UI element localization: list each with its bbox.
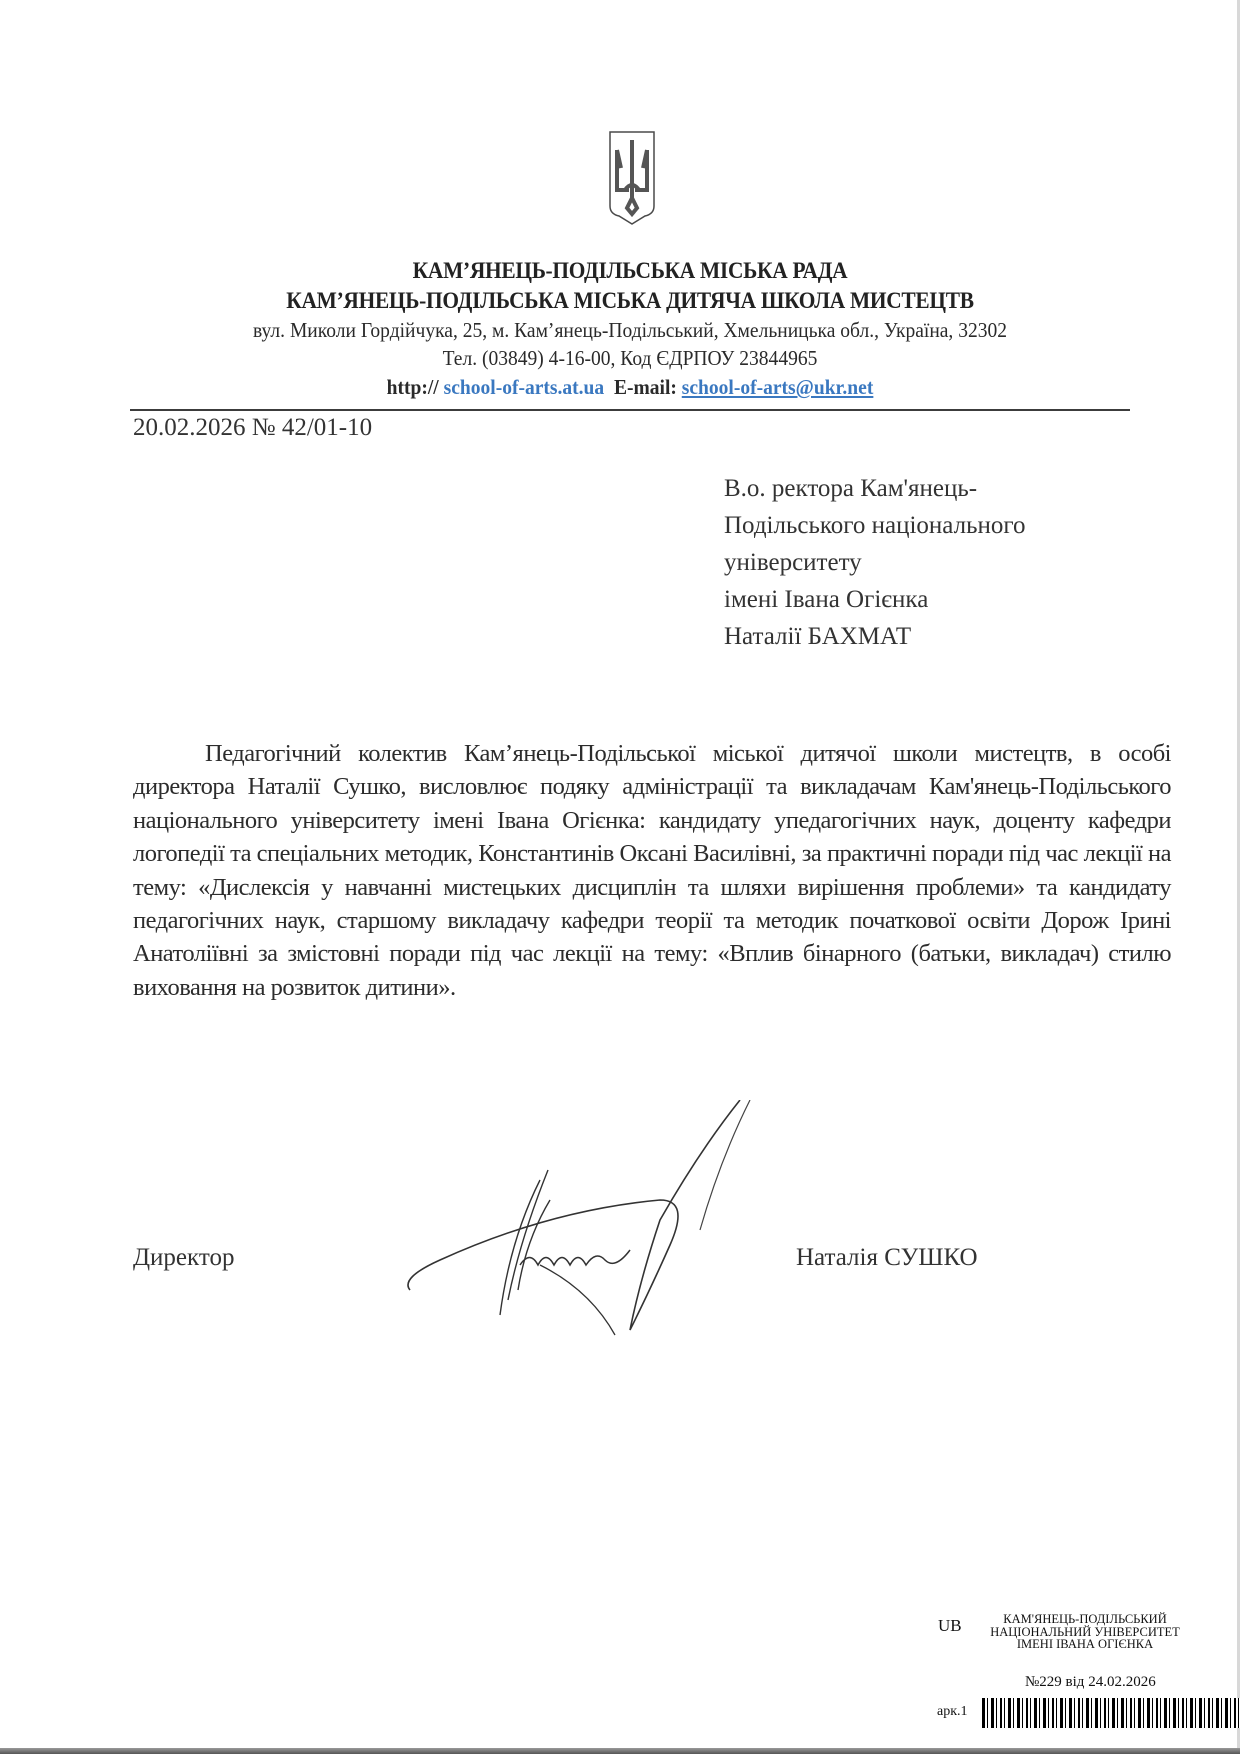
incoming-registration-stamp xyxy=(925,1610,1240,1740)
addressee-line: Подільського національного xyxy=(724,512,1026,539)
addressee-line: Наталії БАХМАТ xyxy=(724,623,912,650)
school-name: КАМ’ЯНЕЦЬ-ПОДІЛЬСЬКА МІСЬКА ДИТЯЧА ШКОЛА МИСТЕЦТВ xyxy=(286,288,974,313)
web-label: http:// xyxy=(386,375,439,399)
email-link[interactable]: school-of-arts@ukr.net xyxy=(681,375,874,399)
stamp-sheet-number: арк.1 xyxy=(937,1704,968,1719)
page-bottom-edge xyxy=(0,1748,1240,1754)
addressee-line: університету xyxy=(724,549,862,576)
letterhead xyxy=(130,256,1130,402)
stamp-prefix: UB xyxy=(938,1616,962,1635)
signatory-name: Наталія СУШКО xyxy=(796,1244,978,1271)
handwritten-signature-icon xyxy=(400,1100,820,1340)
school-address: вул. Миколи Гордійчука, 25, м. Кам’янець-Подільський, Хмельницька обл., Україна, 32302 xyxy=(252,318,1008,342)
stamp-registration-number: №229 від 24.02.2026 xyxy=(1025,1674,1156,1690)
addressee-block xyxy=(724,470,1026,655)
letter-body: Педагогічний колектив Кам’янець-Подільської міської дитячої школи мистецтв, в особі директора Наталії Сушко, висловлює подяку адміністрації та викладачам Кам'янець-Подільського національного університету імені Івана Огієнка: кандидату упедагогічних наук, доценту кафедри логопедії та спеціальних методик, Константинів Оксані Василівні, за практичні поради під час лекції на тему: «Дислексія у навчанні мистецьких дисциплін та шляхи вирішення проблеми» та кандидату педагогічних наук, старшому викладачу кафедри теорії та методик початкової освіти Дорож Ірині Анатоліївні за змістовні поради під час лекції на тему: «Вплив бінарного (батьки, викладач) стилю виховання на розвиток дитини». xyxy=(133,740,1171,1001)
email-label: E-mail: xyxy=(613,375,677,399)
phone-and-code: Тел. (03849) 4-16-00, Код ЄДРПОУ 23844965 xyxy=(442,346,818,370)
addressee-line: імені Івана Огієнка xyxy=(724,586,929,613)
council-name: КАМ’ЯНЕЦЬ-ПОДІЛЬСЬКА МІСЬКА РАДА xyxy=(412,258,848,283)
contacts-line xyxy=(165,372,1095,402)
website-link[interactable]: school-of-arts.at.ua xyxy=(443,375,605,399)
stamp-organization: КАМ'ЯНЕЦЬ-ПОДІЛЬСЬКИЙ НАЦІОНАЛЬНИЙ УНІВЕРСИТЕТ ІМЕНІ ІВАНА ОГІЄНКА xyxy=(990,1612,1180,1651)
header-divider xyxy=(130,409,1130,411)
signatory-role: Директор xyxy=(133,1244,235,1271)
addressee-line: В.о. ректора Кам'янець- xyxy=(724,475,978,502)
barcode-icon xyxy=(982,1698,1240,1728)
coat-of-arms-icon xyxy=(607,128,657,228)
outgoing-registration: 20.02.2026 № 42/01-10 xyxy=(133,414,373,441)
